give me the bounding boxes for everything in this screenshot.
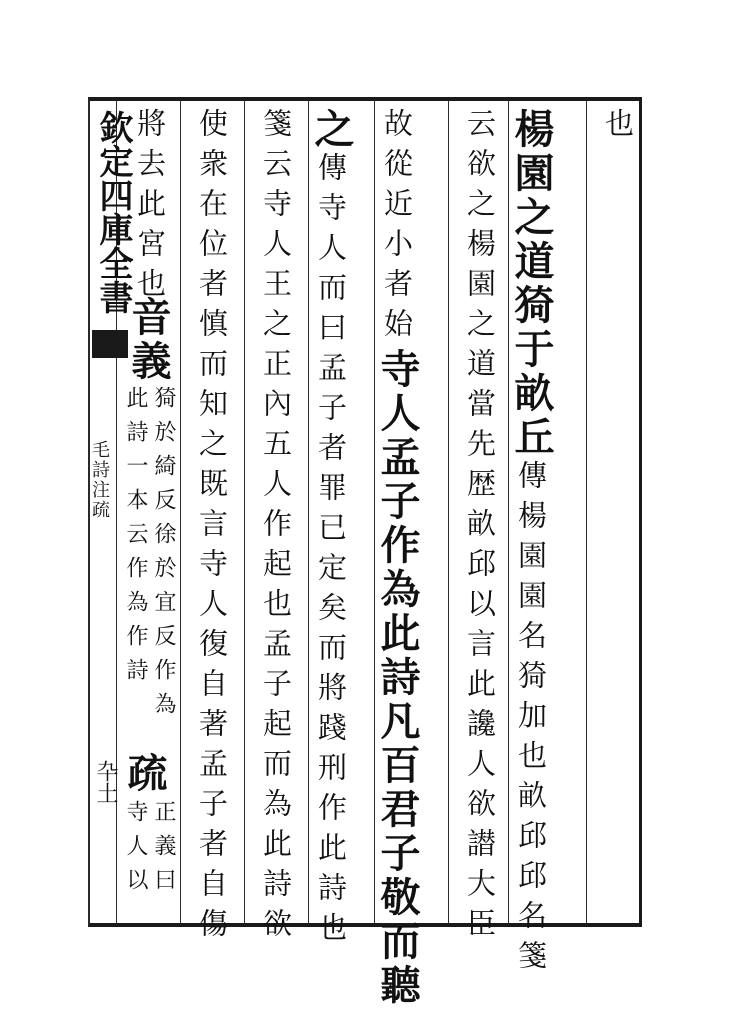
folio-number: 卆土	[93, 760, 118, 804]
scripture-text: 寺人孟子作為此詩凡百君子敬而聽	[374, 348, 421, 1008]
shu-annotation-right	[150, 800, 174, 910]
text-column-5	[308, 108, 360, 952]
commentary-text: 故從近小者始	[380, 108, 414, 348]
commentary-text: 傳楊園園名猗加也畝邱邱名箋	[514, 460, 548, 980]
annotation-text: 寺人以	[123, 800, 148, 902]
text-column-6	[254, 108, 293, 948]
column-text: 使衆在位者慎而知之既言寺人復自著孟子者自傷	[195, 108, 229, 948]
text-column-1	[596, 108, 635, 916]
section-heading: 音義	[125, 296, 172, 384]
scripture-text: 楊園之道猗于畝丘	[508, 108, 555, 460]
scripture-text: 之	[308, 108, 355, 152]
column-rule	[586, 100, 587, 923]
column-text: 也	[601, 108, 635, 148]
annotation-text: 正義曰	[151, 800, 176, 902]
yinyi-annotation-left	[122, 386, 146, 726]
text-column-2	[508, 108, 560, 980]
annotation-text: 此詩一本云作為作詩	[123, 386, 148, 692]
yinyi-annotation-right	[150, 386, 174, 756]
shu-heading	[120, 752, 168, 800]
yinyi-heading	[124, 296, 172, 384]
text-column-4	[374, 108, 426, 1008]
section-heading: 疏	[121, 752, 168, 796]
column-text: 箋云寺人王之正內五人作起也孟子起而為此詩欲	[259, 108, 293, 948]
column-text: 云欲之楊園之道當先歴畝邱以言此讒人欲譛大臣	[463, 108, 497, 948]
annotation-text: 猗於綺反徐於宜反作為	[151, 386, 176, 726]
fish-tail-mark	[92, 330, 128, 358]
column-text: 將去此宮也	[133, 108, 167, 308]
column-rule	[244, 100, 245, 923]
column-rule	[448, 100, 449, 923]
book-title: 毛詩注疏	[89, 440, 110, 520]
column-rule	[180, 100, 181, 923]
text-column-3	[458, 108, 497, 948]
commentary-text: 傳寺人而曰孟子者罪已定矣而將踐刑作此詩也	[314, 152, 348, 952]
shu-annotation-left	[122, 800, 146, 910]
collection-title: 欽定四庫全書	[93, 110, 133, 314]
text-column-8-top	[128, 108, 167, 308]
text-column-7	[190, 108, 229, 948]
